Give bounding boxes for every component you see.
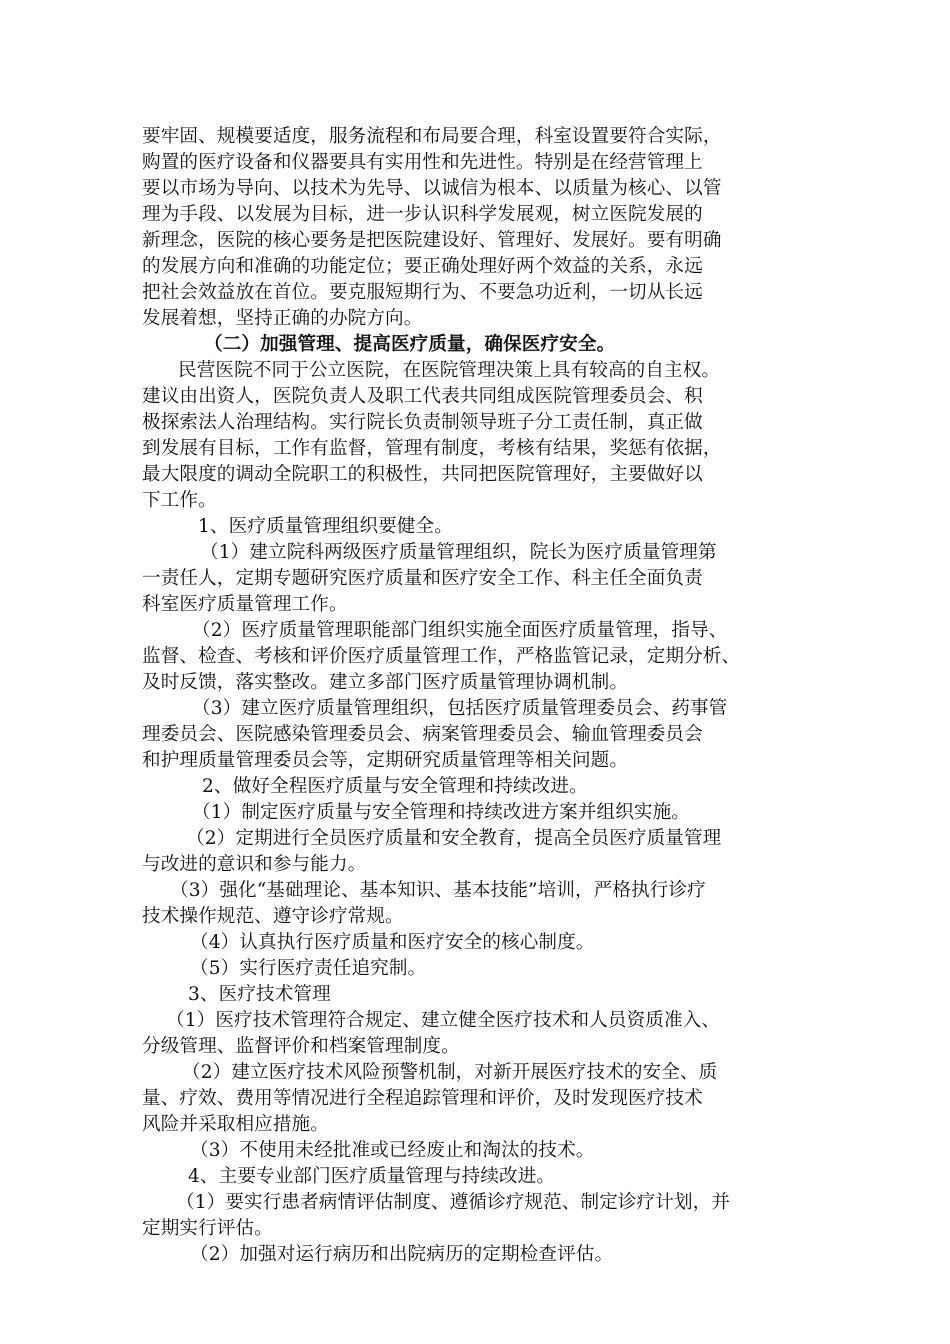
text-line: 的发展方向和准确的功能定位；要正确处理好两个效益的关系，永远 (142, 256, 703, 277)
text-line: 监督、检查、考核和评价医疗质量管理工作，严格监管记录，定期分析、 (142, 646, 741, 667)
text-line: （2）加强对运行病历和出院病历的定期检查评估。 (190, 1244, 614, 1265)
text-line: 3、医疗技术管理 (188, 984, 331, 1005)
text-line: （2）定期进行全员医疗质量和安全教育，提高全员医疗质量管理 (186, 828, 722, 849)
text-line: 理委员会、医院感染管理委员会、病案管理委员会、输血管理委员会 (142, 724, 703, 745)
text-line: 定期实行评估。 (142, 1218, 273, 1239)
text-line: （2）建立医疗技术风险预警机制，对新开展医疗技术的安全、质 (182, 1062, 718, 1083)
text-line: 及时反馈，落实整改。建立多部门医疗质量管理协调机制。 (142, 672, 629, 693)
text-line: （2）医疗质量管理职能部门组织实施全面医疗质量管理，指导、 (192, 620, 728, 641)
text-line: （1）制定医疗质量与安全管理和持续改进方案并组织实施。 (192, 802, 690, 823)
text-line: （4）认真执行医疗质量和医疗安全的核心制度。 (190, 932, 595, 953)
text-line: 风险并采取相应措施。 (142, 1114, 329, 1135)
text-line: 民营医院不同于公立医院，在医院管理决策上具有较高的自主权。 (178, 360, 721, 381)
text-line: （1）医疗技术管理符合规定、建立健全医疗技术和人员资质准入、 (166, 1010, 721, 1031)
text-line: 要牢固、规模要适度，服务流程和布局要合理，科室设置要符合实际， (142, 126, 722, 147)
text-line: （5）实行医疗责任追究制。 (190, 958, 427, 979)
text-line: 4、主要专业部门医疗质量管理与持续改进。 (188, 1166, 556, 1187)
text-line: 一责任人，定期专题研究医疗质量和医疗安全工作、科主任全面负责 (142, 568, 703, 589)
text-line: 把社会效益放在首位。要克服短期行为、不要急功近利，一切从长远 (142, 282, 703, 303)
text-line: 建议由出资人，医院负责人及职工代表共同组成医院管理委员会、积 (142, 386, 703, 407)
text-line: 和护理质量管理委员会等，定期研究质量管理等相关问题。 (142, 750, 629, 771)
text-line: 新理念，医院的核心要务是把医院建设好、管理好、发展好。要有明确 (142, 230, 722, 251)
text-line: （1）要实行患者病情评估制度、遵循诊疗规范、制定诊疗计划，并 (176, 1192, 731, 1213)
text-line: 分级管理、监督评价和档案管理制度。 (142, 1036, 460, 1057)
text-line: 要以市场为导向、以技术为先导、以诚信为根本、以质量为核心、以管 (142, 178, 722, 199)
text-line: 科室医疗质量管理工作。 (142, 594, 348, 615)
document-body (142, 124, 822, 1268)
text-line: 发展着想，坚持正确的办院方向。 (142, 308, 423, 329)
text-line: （3）不使用未经批准或已经废止和淘汰的技术。 (190, 1140, 595, 1161)
text-line: 2、做好全程医疗质量与安全管理和持续改进。 (202, 776, 588, 797)
text-line: 1、医疗质量管理组织要健全。 (198, 516, 453, 537)
text-line: 极探索法人治理结构。实行院长负责制领导班子分工责任制，真正做 (142, 412, 703, 433)
text-line: 到发展有目标，工作有监督，管理有制度，考核有结果，奖惩有依据， (142, 438, 722, 459)
text-line: 下工作。 (142, 490, 217, 511)
text-line: 与改进的意识和参与能力。 (142, 854, 367, 875)
text-line: （1）建立院科两级医疗质量管理组织，院长为医疗质量管理第 (200, 542, 717, 563)
text-line: 技术操作规范、遵守诊疗常规。 (142, 906, 404, 927)
text-line: 最大限度的调动全院职工的积极性，共同把医院管理好，主要做好以 (142, 464, 703, 485)
text-line: 购置的医疗设备和仪器要具有实用性和先进性。特别是在经营管理上 (142, 152, 703, 173)
text-line: 量、疗效、费用等情况进行全程追踪管理和评价，及时发现医疗技术 (142, 1088, 703, 1109)
text-line: 理为手段、以发展为目标，进一步认识科学发展观，树立医院发展的 (142, 204, 703, 225)
text-line: （3）强化“基础理论、基本知识、基本技能”培训，严格执行诊疗 (170, 880, 706, 901)
text-line: （3）建立医疗质量管理组织，包括医疗质量管理委员会、药事管 (192, 698, 728, 719)
section-heading: （二）加强管理、提高医疗质量，确保医疗安全。 (204, 334, 616, 355)
